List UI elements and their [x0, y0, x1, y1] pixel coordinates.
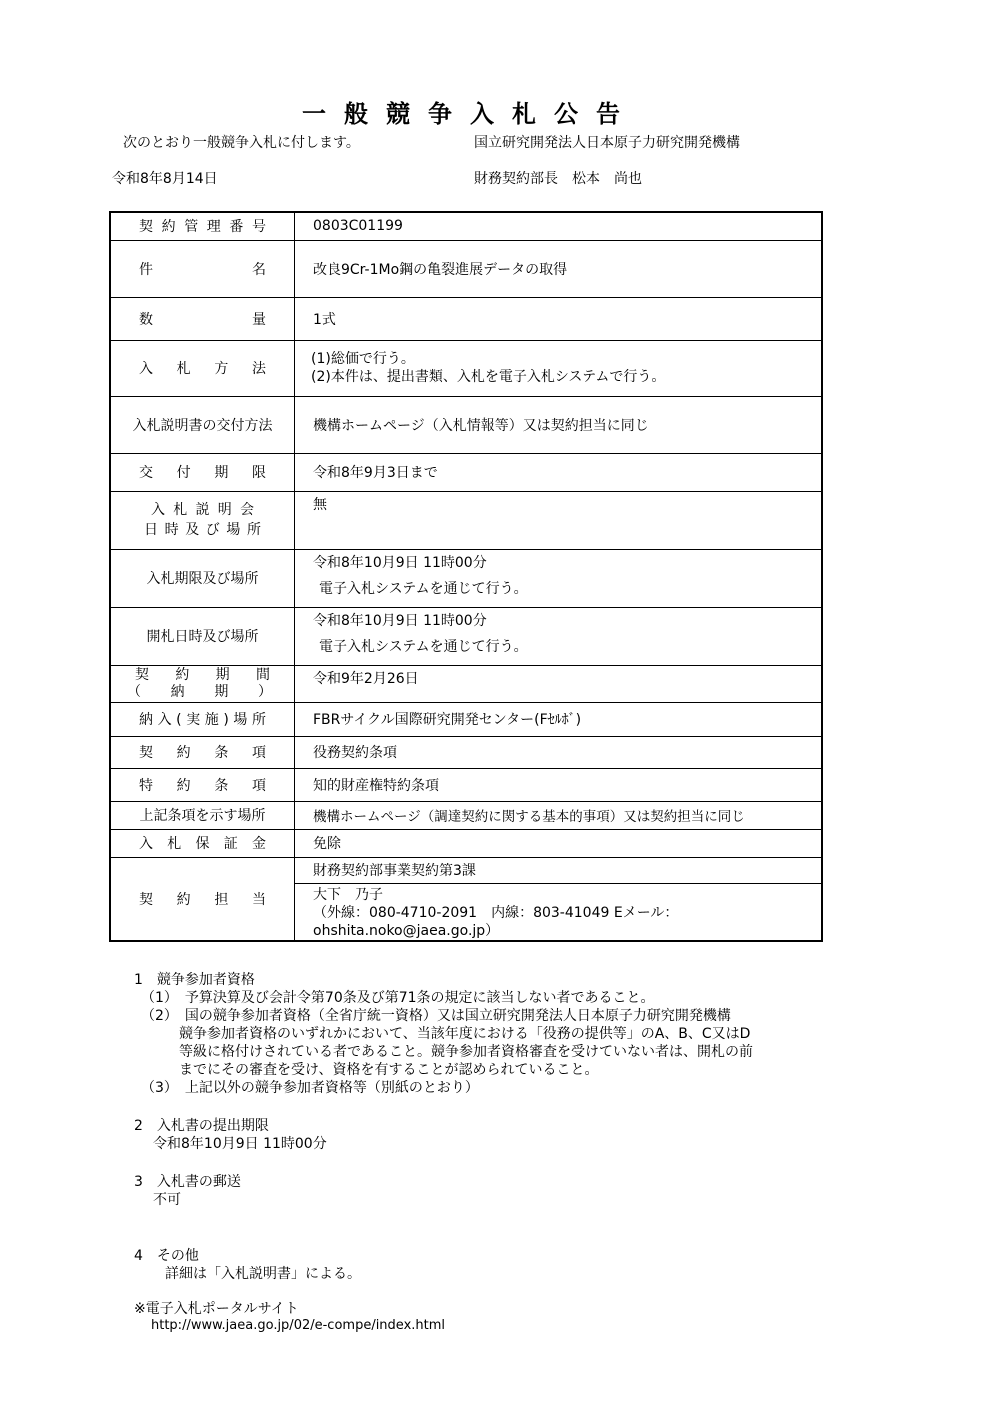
table-row	[110, 491, 822, 549]
table-row	[110, 702, 822, 736]
table-row	[110, 768, 822, 801]
table-row	[110, 736, 822, 768]
contact-email: ohshita.noko@jaea.go.jp）	[313, 922, 500, 939]
deadline-place: 電子入札システムを通じて行う。	[319, 580, 528, 597]
clauses-label: 契約条項	[139, 745, 266, 761]
note-1-item-1: （1） 予算決算及び会計令第70条及び第71条の規定に該当しない者であること。	[141, 990, 655, 1006]
table-row	[110, 829, 822, 857]
table-row	[110, 801, 822, 829]
notice-date: 令和8年8月14日	[112, 171, 218, 187]
delivery-value: FBRサイクル国際研究開発センター(Fｾﾙﾎﾞ)	[295, 702, 823, 736]
note-1-heading: 1 競争参加者資格	[134, 972, 255, 988]
portal-heading: ※電子入札ポータルサイト	[134, 1301, 299, 1317]
delivery-label: 納入(実施)場所	[139, 712, 266, 728]
contact-dept: 財務契約部事業契約第3課	[295, 857, 823, 883]
contact-phone: （外線：080-4710-2091 内線：803-41049 Eメール：	[313, 904, 679, 921]
manual-label: 入札説明書の交付方法	[110, 396, 295, 453]
deadline-date: 令和8年10月9日 11時00分	[313, 554, 487, 571]
organization-name: 国立研究開発法人日本原子力研究開発機構	[474, 135, 740, 151]
contact-name: 大下 乃子	[313, 886, 383, 903]
note-1-item-2: （2） 国の競争参加者資格（全省庁統一資格）又は国立研究開発法人日本原子力研究開発機構	[141, 1008, 731, 1024]
clause-place-value: 機構ホームページ（調達契約に関する基本的事項）又は契約担当に同じ	[295, 801, 823, 829]
deposit-value: 免除	[295, 829, 823, 857]
opening-date: 令和8年10月9日 11時00分	[313, 612, 487, 629]
opening-label: 開札日時及び場所	[110, 607, 295, 665]
table-row	[110, 212, 822, 240]
bid-method-label: 入札方法	[139, 361, 266, 377]
term-label-2: （納期）	[127, 683, 272, 700]
briefing-label-2: 日時及び場所	[144, 522, 261, 538]
clauses-value: 役務契約条項	[295, 736, 823, 768]
table-row	[110, 297, 822, 340]
note-4-heading: 4 その他	[134, 1248, 199, 1264]
briefing-value: 無	[295, 491, 823, 549]
table-row	[110, 396, 822, 453]
contract-no-label: 契約管理番号	[139, 219, 266, 236]
note-4-value: 詳細は「入札説明書」による。	[165, 1266, 361, 1282]
special-label: 特約条項	[139, 777, 266, 794]
note-1-item-3: （3） 上記以外の競争参加者資格等（別紙のとおり）	[141, 1080, 479, 1096]
note-3-heading: 3 入札書の郵送	[134, 1174, 241, 1190]
portal-url[interactable]: http://www.jaea.go.jp/02/e-compe/index.html	[151, 1318, 446, 1333]
table-row	[110, 549, 822, 607]
contract-no-value: 0803C01199	[295, 212, 823, 240]
term-value: 令和9年2月26日	[295, 665, 823, 702]
deposit-label: 入札保証金	[139, 836, 266, 852]
table-row	[110, 607, 822, 665]
table-row	[110, 665, 822, 702]
deadline-label: 入札期限及び場所	[110, 549, 295, 607]
term-label-1: 契約期間	[135, 666, 270, 683]
subject-value: 改良9Cr-1Mo鋼の亀裂進展データの取得	[295, 240, 823, 297]
note-1-item-2-cont: までにその審査を受け、資格を有することが認められていること。	[179, 1062, 599, 1078]
note-2-heading: 2 入札書の提出期限	[134, 1118, 269, 1134]
table-row	[110, 857, 822, 883]
note-2-value: 令和8年10月9日 11時00分	[153, 1136, 327, 1152]
bid-method-line-2: (2)本件は、提出書類、入札を電子入札システムで行う。	[311, 369, 666, 385]
contact-label: 契約担当	[139, 891, 266, 908]
page-title: 一般競争入札公告	[302, 100, 638, 128]
opening-place: 電子入札システムを通じて行う。	[319, 638, 528, 655]
quantity-label: 数量	[139, 311, 266, 328]
bid-method-line-1: (1)総価で行う。	[311, 351, 415, 367]
briefing-label-1: 入札説明会	[151, 502, 254, 518]
table-row	[110, 453, 822, 491]
note-3-value: 不可	[153, 1192, 181, 1208]
quantity-value: 1式	[295, 297, 823, 340]
subject-label: 件名	[139, 261, 266, 278]
intro-text: 次のとおり一般競争入札に付します。	[123, 135, 360, 151]
manual-value: 機構ホームページ（入札情報等）又は契約担当に同じ	[295, 396, 823, 453]
issue-period-label: 交付期限	[139, 465, 266, 481]
table-row	[110, 340, 822, 396]
official-name: 財務契約部長 松本 尚也	[474, 171, 642, 187]
special-value: 知的財産権特約条項	[295, 768, 823, 801]
issue-period-value: 令和8年9月3日まで	[295, 453, 823, 491]
table-row	[110, 240, 822, 297]
notice-table	[109, 211, 823, 942]
note-1-item-2-cont: 競争参加者資格のいずれかにおいて、当該年度における「役務の提供等」のA、B、C又はD	[179, 1026, 751, 1042]
clause-place-label: 上記条項を示す場所	[110, 801, 295, 829]
note-1-item-2-cont: 等級に格付けされている者であること。競争参加者資格審査を受けていない者は、開札の前	[179, 1044, 753, 1060]
